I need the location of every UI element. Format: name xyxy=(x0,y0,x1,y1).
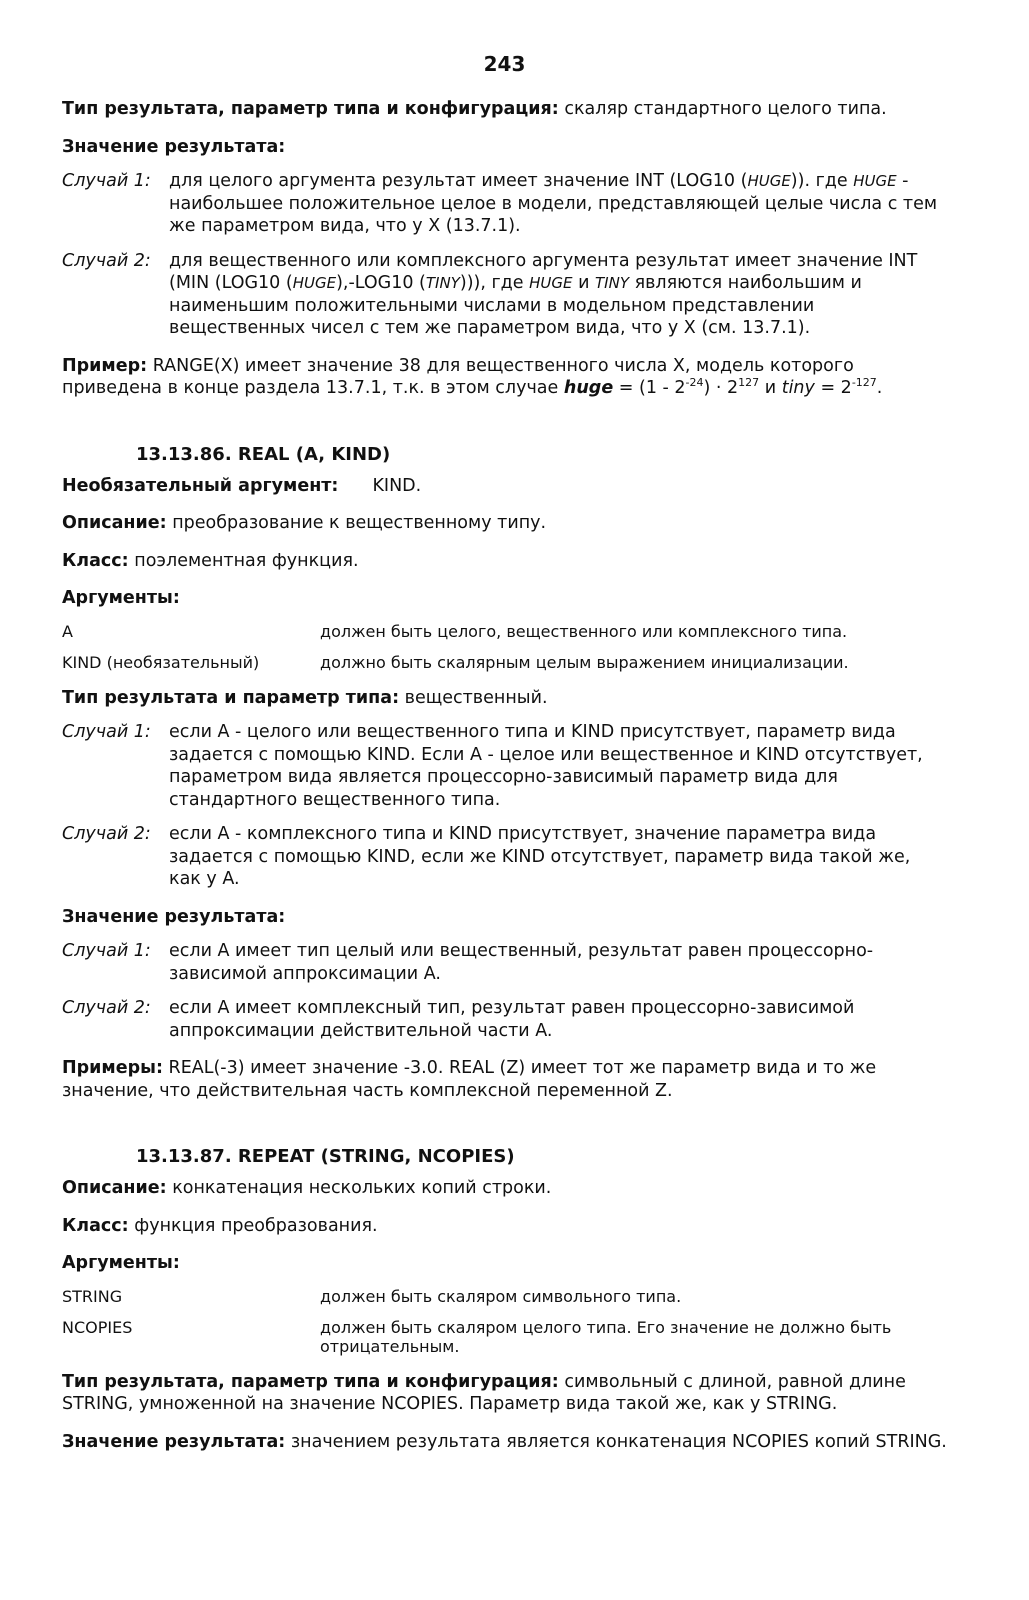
case-2: Случай 2: если A - комплексного типа и KIND присутствует, значение параметра вида задается с помощью KIND, если же KIND отсутствует, параметр вида такой же, как у A. xyxy=(62,824,911,889)
value-case-2: Случай 2: если A имеет комплексный тип, результат равен процессорно-зависимой аппроксимации действительной части A. xyxy=(62,998,855,1041)
result-type-paragraph: Тип результата, параметр типа и конфигурация: символьный с длиной, равной длине STRING, умноженной на значение NCOPIES. Параметр вида такой же, как у STRING. xyxy=(62,1371,906,1414)
result-value-paragraph: Значение результата: значением результата является конкатенация NCOPIES копий STRING. xyxy=(62,1431,947,1452)
argument-row: A должен быть целого, вещественного или комплексного типа. xyxy=(62,621,848,641)
result-type-text: скаляр стандартного целого типа. xyxy=(564,99,887,119)
case-label: Случай 1: xyxy=(62,171,151,191)
argument-row: STRING должен быть скаляром символьного типа. xyxy=(62,1286,682,1306)
example-paragraph: Пример: RANGE(X) имеет значение 38 для вещественного числа X, модель которого приведена в конце раздела 13.7.1, т.к. в этом случае huge = $(1 - 2^{-24}) \cdot 2^{127}$ и tiny = $2^{-127}$. xyxy=(62,355,883,398)
section-heading-real: 13.13.86. REAL (A, KIND) xyxy=(136,443,391,465)
result-type-label: Тип результата, параметр типа и конфигурация: xyxy=(62,99,559,119)
argument-row: KIND (необязательный) должно быть скалярным целым выражением инициализации. xyxy=(62,652,849,672)
description: Описание: преобразование к вещественному типу. xyxy=(62,513,547,533)
class: Класс: функция преобразования. xyxy=(62,1215,378,1236)
case-text: для вещественного или комплексного аргумента результат имеет значение INT (MIN (LOG10 (HUGE),-LOG10 (TINY))), где HUGE и TINY являются наибольшим и наименьшим положительными числами в модельном представлении вещественных чисел с тем же параметром вида, что у X (см. 13.7.1). xyxy=(169,250,918,338)
arguments-label: Аргументы: xyxy=(62,1253,180,1273)
result-value-label: Значение результата: xyxy=(62,906,286,927)
document-page xyxy=(62,52,947,1453)
case-text: для целого аргумента результат имеет значение INT (LOG10 (HUGE)). где HUGE - наибольшее положительное целое в модели, представляющей целые числа с тем же параметром вида, что у X (13.7.1). xyxy=(169,171,938,236)
page-number: 243 xyxy=(483,52,526,76)
class: Класс: поэлементная функция. xyxy=(62,550,359,571)
case-1 xyxy=(62,170,947,238)
description: Описание: конкатенация нескольких копий строки. xyxy=(62,1178,552,1198)
case-label: Случай 2: xyxy=(62,250,151,271)
case-2 xyxy=(62,250,947,340)
result-value-label: Значение результата: xyxy=(62,136,286,157)
result-type-paragraph xyxy=(62,98,947,121)
argument-row: NCOPIES должен быть скаляром целого типа. Его значение не должно быть отрицательным. xyxy=(62,1317,892,1356)
value-case-1: Случай 1: если A имеет тип целый или вещественный, результат равен процессорно-зависимой аппроксимации A. xyxy=(62,941,874,984)
examples-paragraph: Примеры: REAL(-3) имеет значение -3.0. REAL (Z) имеет тот же параметр вида и то же значение, что действительная часть комплексной переменной Z. xyxy=(62,1058,877,1101)
case-1: Случай 1: если A - целого или вещественного типа и KIND присутствует, параметр вида задается с помощью KIND. Если A - целое или вещественное и KIND отсутствует, параметром вида является процессорно-зависимый параметр вида для стандартного вещественного типа. xyxy=(62,722,923,810)
optional-arg: Необязательный аргумент: KIND. xyxy=(62,475,422,496)
section-heading-repeat: 13.13.87. REPEAT (STRING, NCOPIES) xyxy=(136,1146,515,1167)
example-label: Пример: xyxy=(62,355,148,376)
result-type-paragraph: Тип результата и параметр типа: вещественный. xyxy=(62,687,548,708)
arguments-label: Аргументы: xyxy=(62,588,180,608)
